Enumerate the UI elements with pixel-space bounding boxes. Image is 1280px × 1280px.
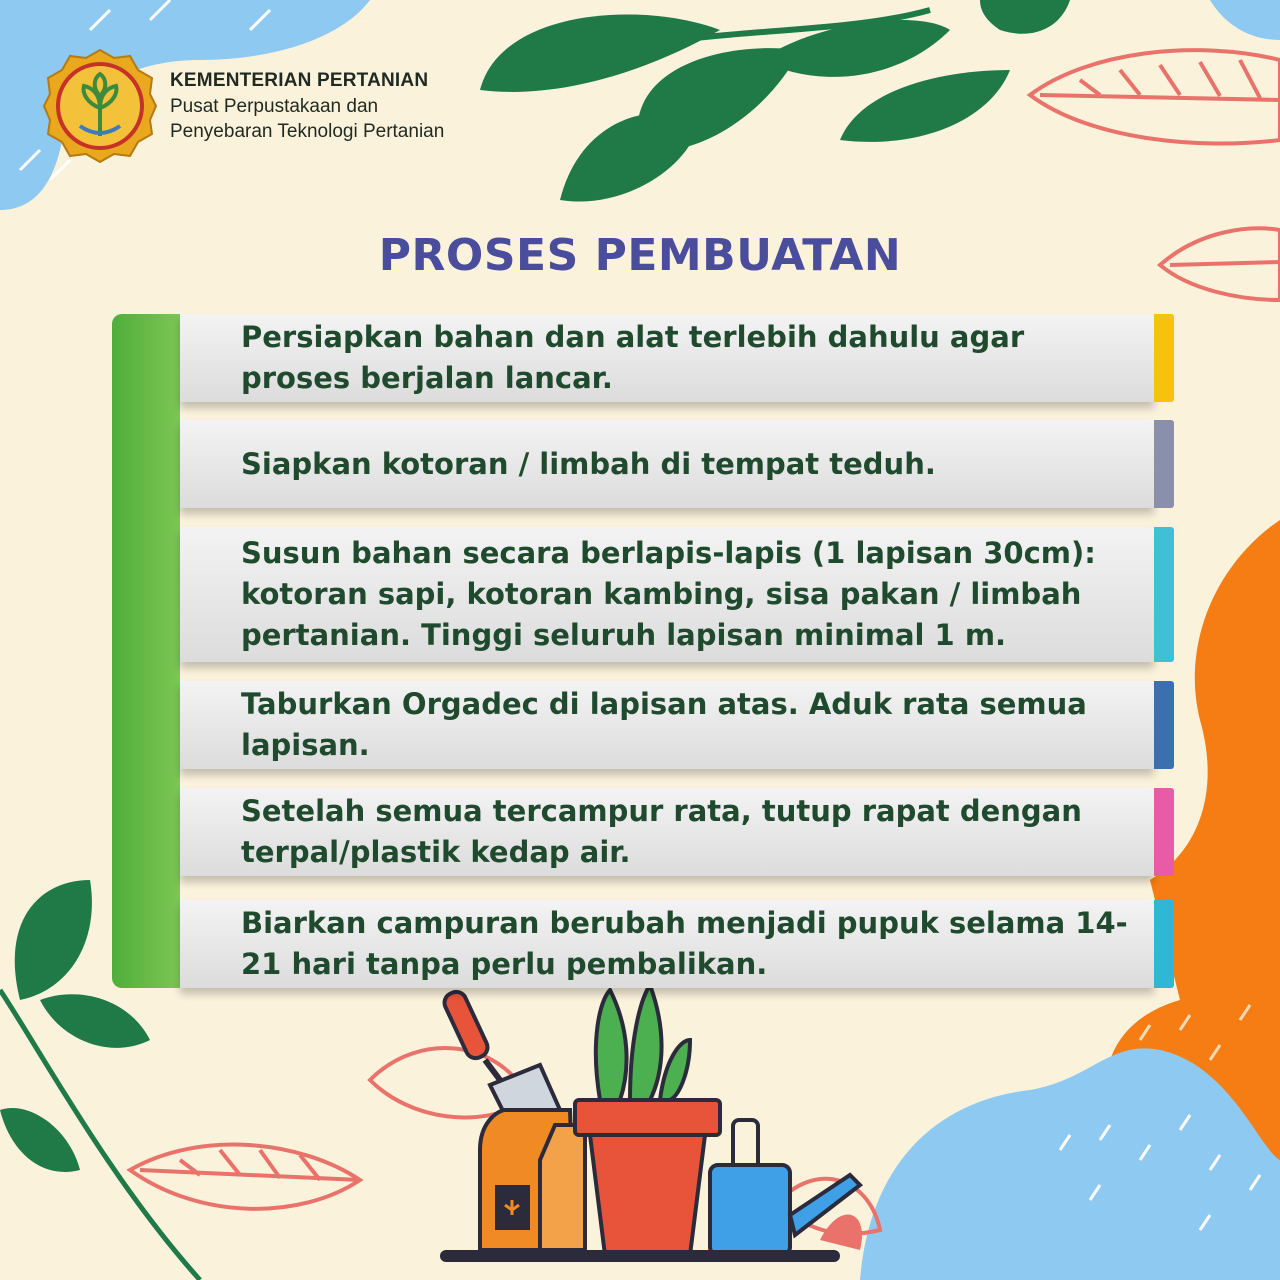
org-subtitle-line1: Pusat Perpustakaan dan (170, 96, 379, 117)
step-color-tab (1154, 681, 1174, 769)
org-subtitle-line2: Penyebaran Teknologi Pertanian (170, 121, 445, 142)
step-card-6 (180, 900, 1154, 988)
step-card-3 (180, 527, 1154, 662)
step-card-1 (180, 314, 1154, 402)
step-color-tab (1154, 900, 1174, 988)
step-text: Taburkan Orgadec di lapisan atas. Aduk rata semua lapisan. (241, 687, 1087, 762)
blue-blob-bottom (860, 1048, 1280, 1280)
step-color-tab (1154, 314, 1174, 402)
step-color-tab (1154, 788, 1174, 876)
coral-leaf-filled (820, 1215, 862, 1250)
step-text: Persiapkan bahan dan alat terlebih dahulu agar proses berjalan lancar. (241, 320, 1025, 395)
blue-blob-corner (1210, 0, 1280, 40)
step-card-2 (180, 420, 1154, 508)
page-title: PROSES PEMBUATAN (378, 230, 902, 281)
step-text: Siapkan kotoran / limbah di tempat teduh. (241, 446, 936, 481)
step-color-tab (1154, 420, 1174, 508)
step-card-4 (180, 681, 1154, 769)
step-card-5 (180, 788, 1154, 876)
garden-tools-illustration (440, 985, 860, 1262)
org-name: KEMENTERIAN PERTANIAN (170, 70, 429, 91)
step-color-tab (1154, 527, 1174, 662)
step-text: Biarkan campuran berubah menjadi pupuk selama 14-21 hari tanpa perlu pembalikan. (241, 906, 1128, 981)
organization-header (170, 68, 444, 144)
ministry-logo (42, 48, 158, 164)
step-text: Setelah semua tercampur rata, tutup rapat dengan terpal/plastik kedap air. (241, 794, 1082, 869)
green-leaves-top (480, 0, 1070, 202)
step-text: Susun bahan secara berlapis-lapis (1 lapisan 30cm): kotoran sapi, kotoran kambing, sisa pakan / limbah pertanian. Tinggi seluruh lapisan minimal 1 m. (241, 536, 1096, 652)
steps-side-bar (112, 314, 180, 988)
